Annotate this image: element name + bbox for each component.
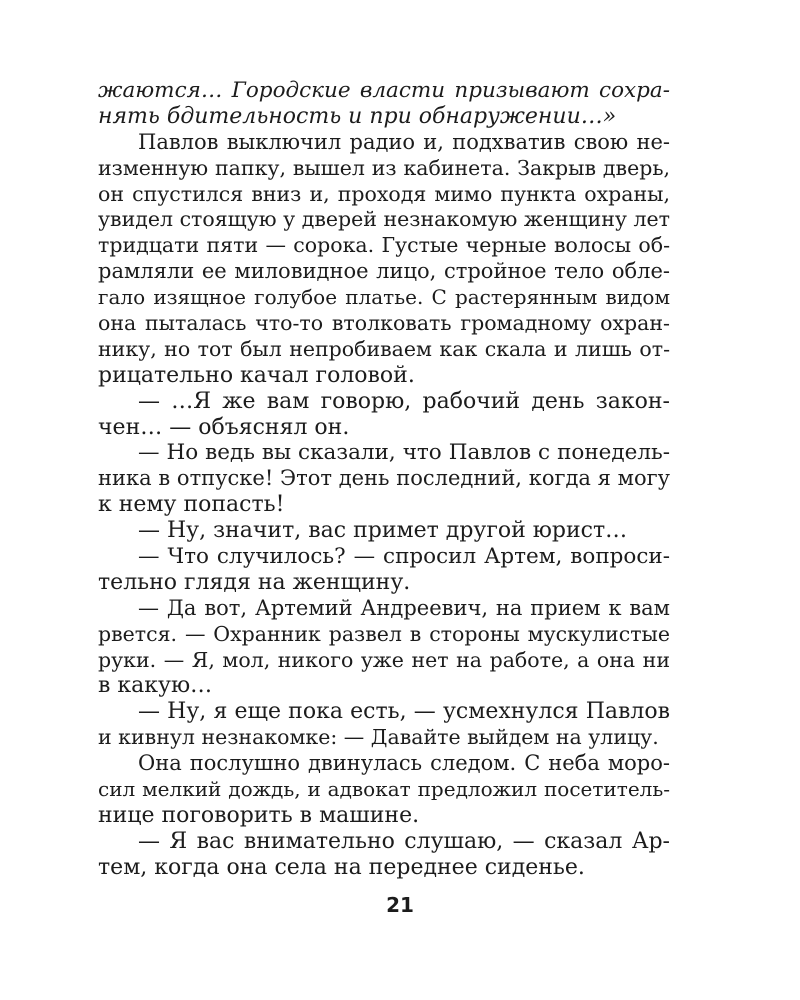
text-line: — Но ведь вы сказали, что Павлов с понедель-	[138, 440, 670, 466]
text-line: в какую…	[98, 673, 213, 699]
text-line: нять бдительность и при обнаружении…»	[98, 103, 617, 129]
text-line: Павлов выключил радио и, подхватив свою не-	[138, 129, 670, 154]
text-line: увидел стоящую у дверей незнакомую женщину лет	[98, 207, 670, 232]
page-number: 21	[386, 893, 414, 917]
text-line: нику, но тот был непробиваем как скала и лишь от-	[98, 336, 670, 361]
text-line: сил мелкий дождь, и адвокат предложил посетитель-	[98, 777, 670, 802]
text-line: — Ну, я еще пока есть, — усмехнулся Павлов	[138, 699, 670, 725]
text-line: — Ну, значит, вас примет другой юрист…	[138, 518, 628, 544]
text-line: тем, когда она села на переднее сиденье.	[98, 854, 585, 880]
page-text	[98, 78, 670, 881]
text-line: ника в отпуске! Этот день последний, когда я могу	[98, 466, 670, 491]
text-line: рвется. — Охранник развел в стороны мускулистые	[98, 621, 670, 646]
text-line: жаются… Городские власти призывают сохра-	[98, 78, 670, 103]
text-line: и кивнул незнакомке: — Давайте выйдем на улицу.	[98, 725, 659, 750]
text-line: — Что случилось? — спросил Артем, вопроси-	[138, 544, 670, 570]
text-line: — …Я же вам говорю, рабочий день закон-	[138, 388, 670, 414]
text-line: Она послушно двинулась следом. С неба моро-	[138, 751, 670, 776]
text-line: изменную папку, вышел из кабинета. Закрыв дверь,	[98, 155, 670, 180]
text-line: он спустился вниз и, проходя мимо пункта охраны,	[98, 181, 670, 206]
text-line: гало изящное голубое платье. С растерянным видом	[98, 285, 670, 310]
text-line: тельно глядя на женщину.	[98, 569, 411, 595]
text-line: к нему попасть!	[98, 492, 285, 518]
text-line: рицательно качал головой.	[98, 362, 415, 388]
text-line: рамляли ее миловидное лицо, стройное тело обле-	[98, 259, 670, 284]
text-line: — Я вас внимательно слушаю, — сказал Ар-	[138, 828, 670, 854]
text-line: руки. — Я, мол, никого уже нет на работе, а она ни	[98, 647, 670, 672]
text-line: она пыталась что-то втолковать громадному охран-	[98, 311, 670, 336]
text-line: тридцати пяти — сорока. Густые черные волосы об-	[98, 233, 670, 258]
text-line: нице поговорить в машине.	[98, 802, 420, 828]
text-line: — Да вот, Артемий Андреевич, на прием к вам	[138, 595, 670, 620]
text-line: чен… — объяснял он.	[98, 414, 350, 440]
